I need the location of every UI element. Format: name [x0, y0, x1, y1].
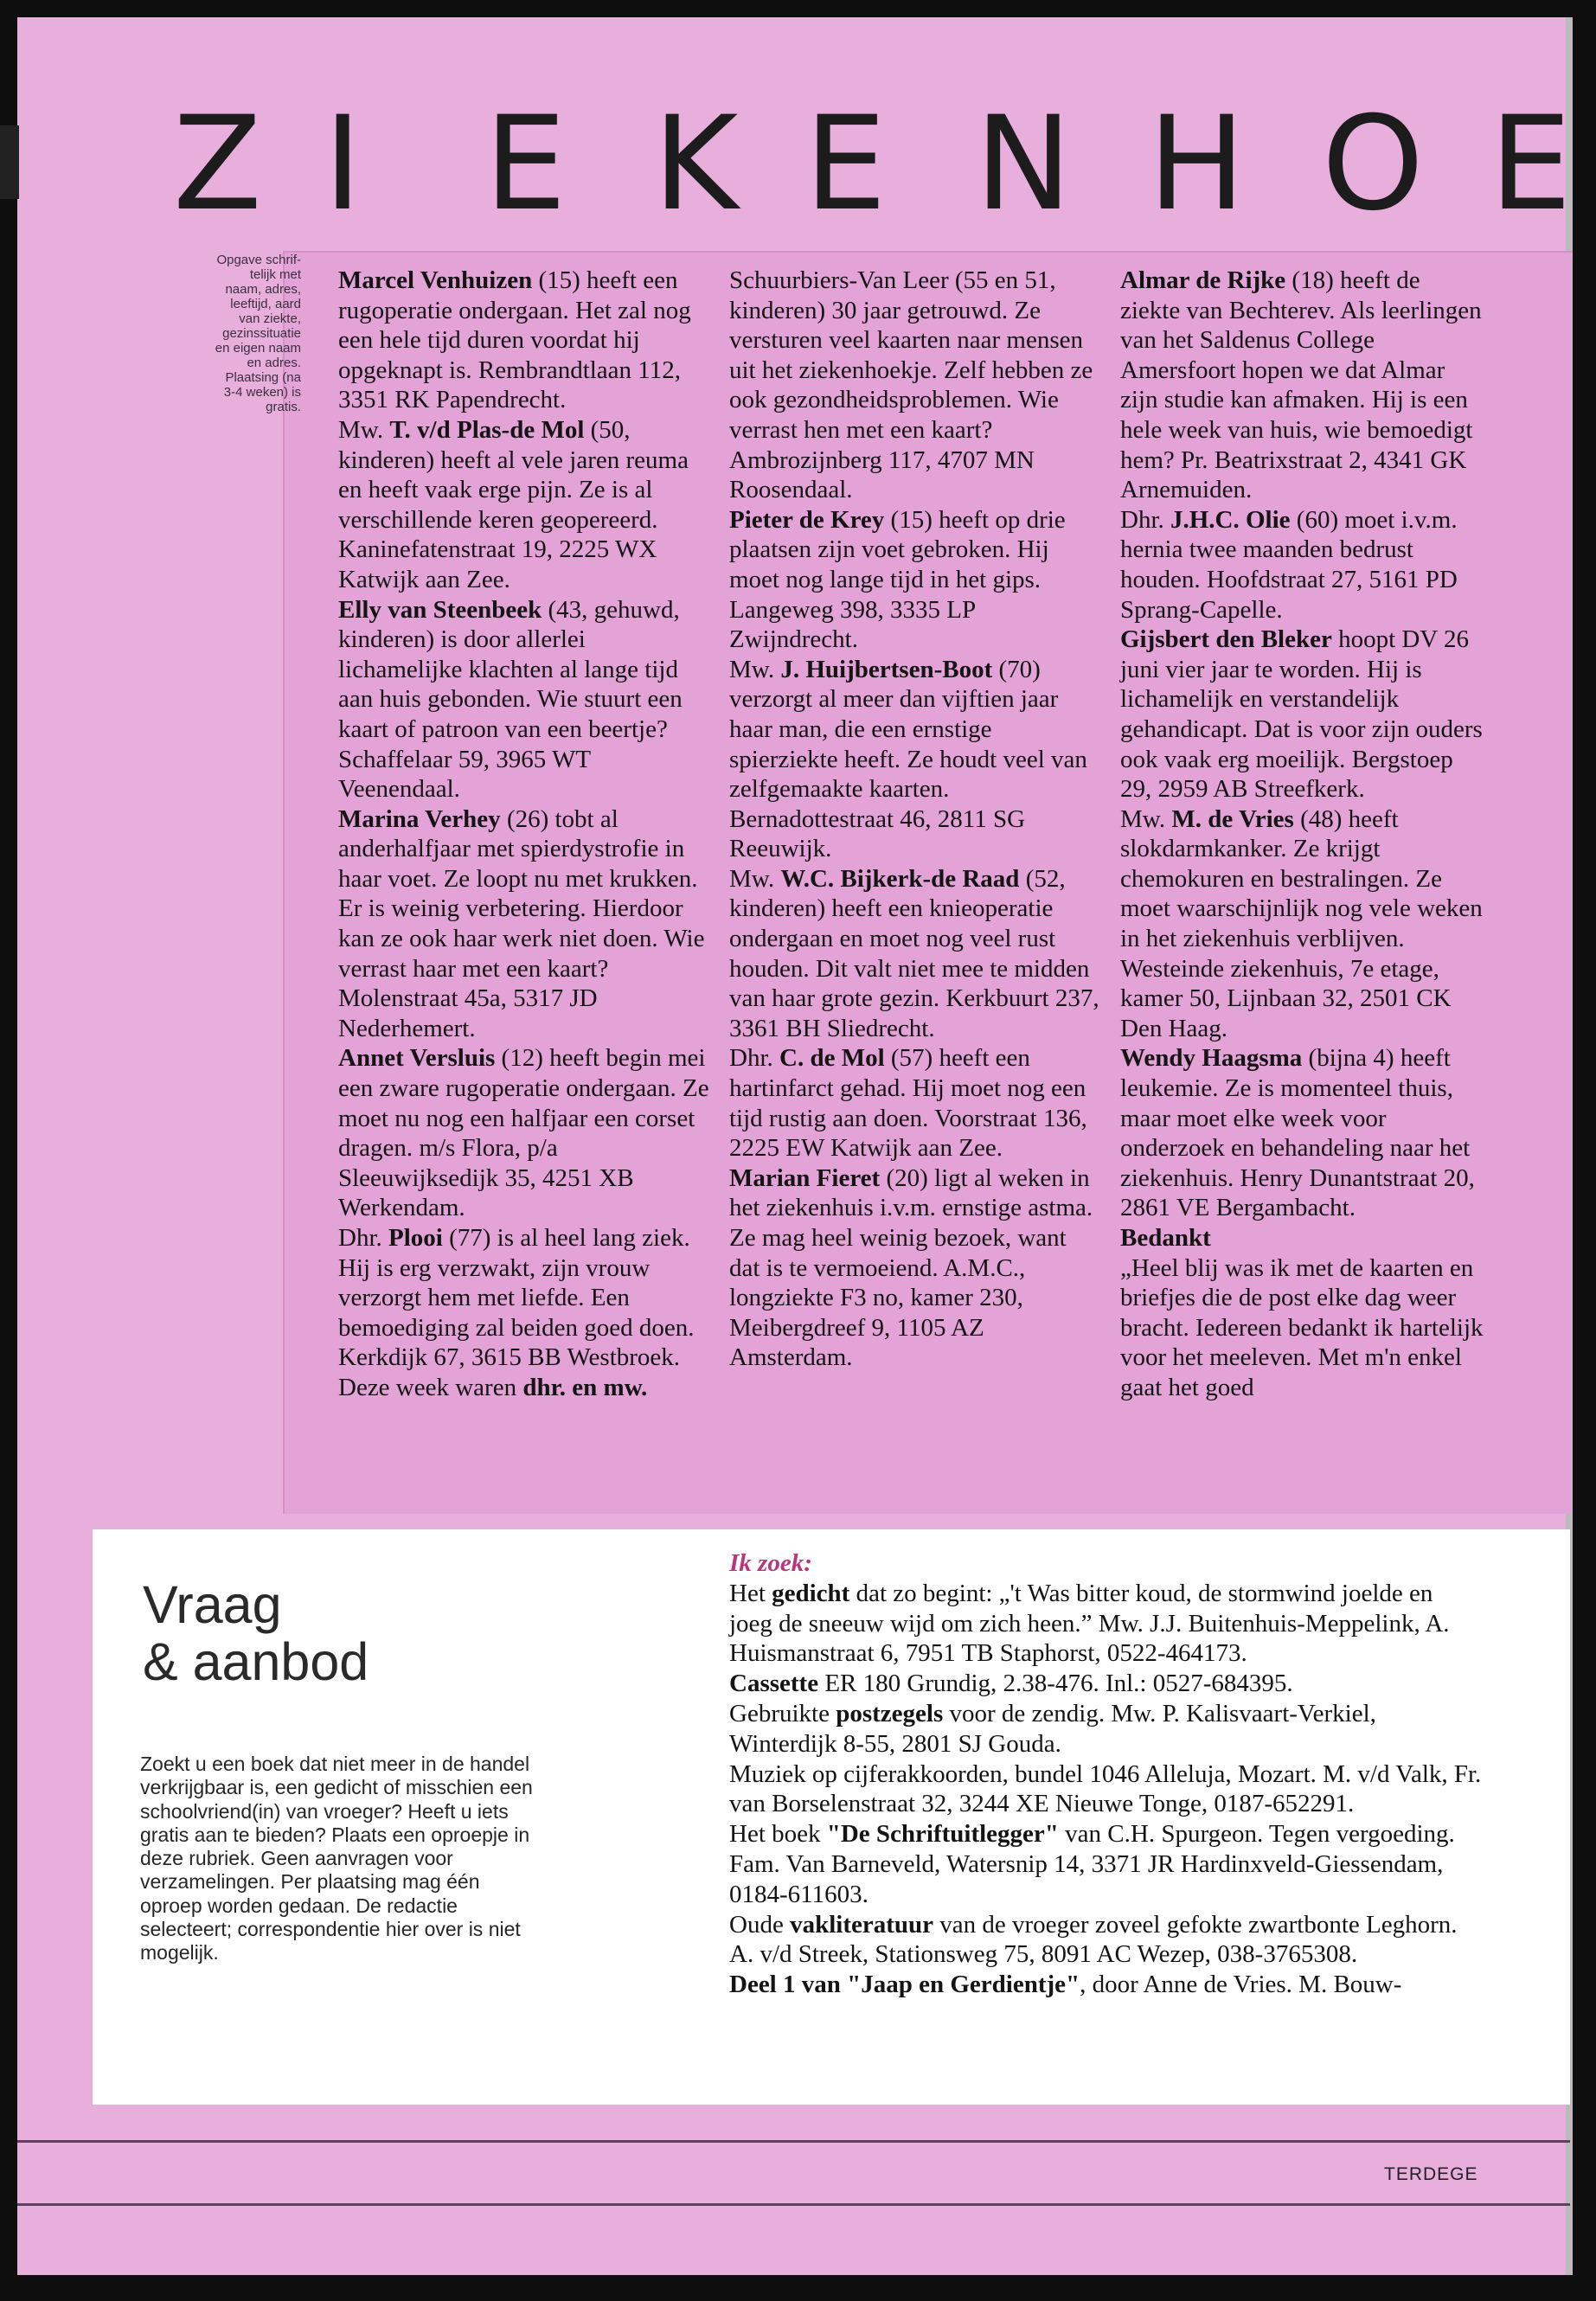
- entry-text: (26) tobt al anderhalfjaar met spierdystrofie in haar voet. Ze loopt nu met krukken. Er is weinig verbetering. Hierdoor kan ze ook haar werk niet doen. Wie verrast haar met een kaart? Molenstraat 45a, 5317 JD Nederhemert.: [338, 804, 705, 1042]
- entry-name: Pieter de Krey: [729, 505, 885, 534]
- entry-text: dat zo begint: „'t Was bitter koud, de stormwind joelde en joeg de sneeuw wijd om zich heen.” Mw. J.J. Buitenhuis-Meppelink, A. Huismanstraat 6, 7951 TB Staphorst, 0522-464173.: [729, 1579, 1450, 1668]
- entry-text: „Heel blij was ik met de kaarten en briefjes die de post elke dag weer bracht. Iedereen bedankt ik hartelijk voor het meeleven. Met m'n enkel gaat het goed: [1120, 1253, 1484, 1401]
- note-line: naam, adres,: [225, 282, 301, 297]
- entry-name: Deel 1 van "Jaap en Gerdientje": [729, 1971, 1080, 1999]
- masthead-letter: K: [653, 89, 739, 240]
- entry-text: (20) ligt al weken in het ziekenhuis i.v.m. ernstige astma. Ze mag heel weinig bezoek, want dat is te vermoeiend. A.M.C., longziekte F3 no, kamer 230, Meibergdreef 9, 1105 AZ Amsterdam.: [729, 1163, 1093, 1372]
- vraag-aanbod-listings: [729, 1548, 1482, 2000]
- entry-name: vakliteratuur: [790, 1910, 934, 1939]
- masthead-letter: Z: [173, 89, 262, 240]
- entry-text: , door Anne de Vries. M. Bouw-: [1080, 1971, 1402, 1999]
- entry-text: van de vroeger zoveel gefokte zwartbonte Leghorn. A. v/d Streek, Stationsweg 75, 8091 AC Wezep, 038-3765308.: [729, 1910, 1458, 1969]
- entry-text: van C.H. Spurgeon. Tegen vergoeding. Fam. Van Barneveld, Watersnip 14, 3371 JR Hardinxveld-Giessendam, 0184-611603.: [729, 1820, 1455, 1908]
- entry-name: Plooi: [388, 1224, 443, 1252]
- listing-entry: [729, 1669, 1482, 1699]
- announcement-entry: [338, 266, 710, 415]
- entry-prefix: Mw.: [729, 655, 781, 683]
- masthead-letter: E: [804, 89, 887, 240]
- entry-text: voor de zendig. Mw. P. Kalisvaart-Verkiel, Winterdijk 8-55, 2801 SJ Gouda.: [729, 1699, 1376, 1758]
- announcement-entry: [1120, 1043, 1484, 1223]
- entry-name: Cassette: [729, 1670, 819, 1698]
- listing-entry: [729, 1970, 1482, 2000]
- entry-prefix: Mw.: [1120, 804, 1172, 833]
- announcement-entry: [729, 864, 1101, 1044]
- note-line: Plaatsing (na: [225, 370, 301, 385]
- masthead: [0, 89, 1572, 240]
- entry-text: (48) heeft slokdarmkanker. Ze krijgt chemokuren en bestralingen. Ze moet waarschijnlijk nog vele weken in het ziekenhuis verblijven. Westeinde ziekenhuis, 7e etage, kamer 50, Lijnbaan 32, 2501 CK Den Haag.: [1120, 804, 1483, 1042]
- entry-name: Wendy Haagsma: [1120, 1044, 1303, 1073]
- announcement-entry: [1120, 625, 1484, 804]
- note-line: gezinssituatie: [222, 326, 301, 341]
- announcement-entry: [729, 1043, 1101, 1163]
- entry-text: (52, kinderen) heeft een knieoperatie ondergaan en moet nog veel rust houden. Dit valt niet mee te midden van haar grote gezin. Kerkbuurt 237, 3361 BH Sliedrecht.: [729, 864, 1099, 1042]
- entry-name: postzegels: [836, 1699, 944, 1727]
- announcement-entry: [1120, 505, 1484, 625]
- announcement-entry: [1120, 1253, 1484, 1403]
- entry-text: (57) heeft een hartinfarct gehad. Hij moet nog een tijd rustig aan doen. Voorstraat 136, 2225 EW Katwijk aan Zee.: [729, 1044, 1087, 1163]
- entry-name: Marina Verhey: [338, 804, 501, 833]
- entry-text: (77) is al heel lang ziek. Hij is erg verzwakt, zijn vrouw verzorgt hem met liefde. Een bemoediging zal beiden goed doen. Kerkdijk 67, 3615 BB Westbroek.: [338, 1224, 695, 1372]
- listing-entry: [729, 1759, 1482, 1820]
- note-line: van ziekte,: [239, 311, 301, 326]
- entry-text: (43, gehuwd, kinderen) is door allerlei lichamelijke klachten al lange tijd aan huis gebonden. Wie stuurt een kaart of patroon van een beertje? Schaffelaar 59, 3965 WT Veenendaal.: [338, 595, 683, 804]
- column-2: [729, 266, 1101, 1373]
- entry-text: (60) moet i.v.m. hernia twee maanden bedrust houden. Hoofdstraat 27, 5161 PD Sprang-Capelle.: [1120, 505, 1458, 624]
- entry-prefix: Dhr.: [1120, 505, 1170, 534]
- ik-zoek-heading: Ik zoek:: [729, 1549, 812, 1577]
- entry-text: (18) heeft de ziekte van Bechterev. Als leerlingen van het Saldenus College Amersfoort hopen we dat Almar zijn studie kan afmaken. Hij is een hele week van huis, wie bemoedigt hem? Pr. Beatrixstraat 2, 4341 GK Arnemuiden.: [1120, 266, 1482, 504]
- entry-name: J.H.C. Olie: [1170, 505, 1291, 534]
- announcement-entry: [338, 595, 710, 804]
- entry-name: Annet Versluis: [338, 1044, 496, 1073]
- entry-prefix: Dhr.: [338, 1224, 388, 1252]
- footer-rule-top: [17, 2140, 1570, 2143]
- listing-entry: [729, 1699, 1482, 1759]
- announcement-entry: [1120, 266, 1484, 505]
- note-line: Opgave schrif-: [216, 253, 301, 267]
- entry-text: (50, kinderen) heeft al vele jaren reuma en heeft vaak erge pijn. Ze is al verschillende keren geopereerd. Kaninefatenstraat 19, 2225 WX Katwijk aan Zee.: [338, 415, 689, 593]
- entry-name: W.C. Bijkerk-de Raad: [780, 864, 1020, 893]
- entry-text: (15) heeft op drie plaatsen zijn voet gebroken. Hij moet nog lange tijd in het gips. Langeweg 398, 3335 LP Zwijndrecht.: [729, 505, 1066, 654]
- listing-entry: [729, 1579, 1482, 1669]
- title-line-1: Vraag: [143, 1575, 282, 1634]
- entry-name: Almar de Rijke: [1120, 266, 1286, 294]
- entry-prefix: Mw.: [729, 864, 781, 893]
- note-line: en eigen naam: [215, 341, 301, 356]
- note-line: leeftijd, aard: [230, 297, 301, 311]
- entry-name: Bedankt: [1120, 1224, 1211, 1252]
- entry-name: C. de Mol: [779, 1044, 885, 1073]
- announcement-entry: [729, 1163, 1101, 1373]
- entry-text: (12) heeft begin mei een zware rugoperatie ondergaan. Ze moet nu nog een halfjaar een corset dragen. m/s Flora, p/a Sleeuwijksedijk 35, 4251 XB Werkendam.: [338, 1044, 709, 1222]
- entry-name: Marcel Venhuizen: [338, 266, 533, 294]
- entry-name: M. de Vries: [1171, 804, 1294, 833]
- masthead-letter: I: [324, 89, 362, 240]
- entry-name: dhr. en mw.: [522, 1373, 648, 1401]
- entry-name: Gijsbert den Bleker: [1120, 625, 1332, 654]
- entry-name: Marian Fieret: [729, 1163, 881, 1192]
- entry-prefix: Deze week waren: [338, 1373, 523, 1401]
- announcement-entry: [1120, 1223, 1484, 1253]
- announcement-entry: [338, 1223, 710, 1373]
- listing-entry: [729, 1910, 1482, 1971]
- announcement-entry: [729, 655, 1101, 864]
- entry-text: (bijna 4) heeft leukemie. Ze is momenteel thuis, maar moet elke week voor onderzoek en behandeling naar het ziekenhuis. Henry Dunantstraat 20, 2861 VE Bergambacht.: [1120, 1044, 1475, 1222]
- announcement-entry: [338, 1373, 710, 1403]
- entry-text: (15) heeft een rugoperatie ondergaan. Het zal nog een hele tijd duren voordat hij opgeknapt is. Rembrandtlaan 112, 3351 RK Papendrecht.: [338, 266, 691, 414]
- entry-prefix: Oude: [729, 1910, 791, 1939]
- entry-text: (70) verzorgt al meer dan vijftien jaar haar man, die een ernstige spierziekte heeft. Ze houdt veel van zelfgemaakte kaarten. Bernadottestraat 46, 2811 SG Reeuwijk.: [729, 655, 1087, 863]
- vraag-aanbod-description: Zoekt u een boek dat niet meer in de handel verkrijgbaar is, een gedicht of misschien een schoolvriend(in) van vroeger? Heeft u iets gratis aan te bieden? Plaats een oproepje in deze rubriek. Geen aanvragen voor verzamelingen. Per plaatsing mag één oproep worden gedaan. De redactie selecteert; correspondentie hier over is niet mogelijk.: [140, 1753, 533, 1965]
- column-3: [1120, 266, 1484, 1403]
- footer-brand: TERDEGE: [1384, 2164, 1478, 2184]
- announcement-entry: [338, 1043, 710, 1223]
- entry-text: ER 180 Grundig, 2.38-476. Inl.: 0527-684395.: [818, 1670, 1293, 1698]
- announcement-entry: [729, 505, 1101, 655]
- entry-text: Schuurbiers-Van Leer (55 en 51, kinderen) 30 jaar getrouwd. Ze versturen veel kaarten naar mensen uit het ziekenhoekje. Zelf hebben ze ook gezondheidsproblemen. Wie verrast hen met een kaart? Ambrozijnberg 117, 4707 MN Roosendaal.: [729, 266, 1093, 504]
- masthead-letter: E: [1490, 89, 1572, 240]
- entry-text: Muziek op cijferakkoorden, bundel 1046 Alleluja, Mozart. M. v/d Valk, Fr. van Borselenstraat 32, 3244 XE Nieuwe Tonge, 0187-652291.: [729, 1759, 1482, 1818]
- note-line: 3-4 weken) is: [223, 385, 301, 400]
- entry-name: J. Huijbertsen-Boot: [780, 655, 993, 683]
- entry-prefix: Dhr.: [729, 1044, 779, 1073]
- entry-name: "De Schriftuitlegger": [826, 1820, 1059, 1849]
- masthead-letter: O: [1322, 89, 1425, 240]
- submission-note: [121, 253, 301, 414]
- masthead-letter: N: [975, 89, 1073, 240]
- listing-items: [729, 1579, 1482, 2000]
- entry-name: Elly van Steenbeek: [338, 595, 542, 624]
- masthead-letter: E: [484, 89, 567, 240]
- note-line: en adres.: [247, 356, 301, 370]
- listing-entry: [729, 1819, 1482, 1909]
- announcement-entry: [1120, 804, 1484, 1044]
- entry-name: T. v/d Plas-de Mol: [389, 415, 585, 444]
- vraag-aanbod-title: [143, 1576, 369, 1690]
- entry-prefix: Gebruikte: [729, 1699, 836, 1727]
- announcement-entry: [338, 804, 710, 1044]
- masthead-edge-mark: [0, 125, 19, 199]
- entry-prefix: Mw.: [338, 415, 390, 444]
- announcement-entry: [338, 415, 710, 595]
- column-1: [338, 266, 710, 1403]
- announcement-entry: [729, 266, 1101, 505]
- footer-rule-bottom: [17, 2203, 1570, 2206]
- note-line: gratis.: [266, 400, 301, 414]
- entry-prefix: Het: [729, 1579, 772, 1607]
- note-line: telijk met: [249, 267, 301, 282]
- entry-text: hoopt DV 26 juni vier jaar te worden. Hij is lichamelijk en verstandelijk gehandicapt. Dat is voor zijn ouders ook vaak erg moeilijk. Bergstoep 29, 2959 AB Streefkerk.: [1120, 625, 1483, 804]
- entry-name: gedicht: [772, 1579, 850, 1607]
- title-line-2: & aanbod: [143, 1632, 369, 1691]
- entry-prefix: Het boek: [729, 1820, 827, 1849]
- masthead-letter: H: [1148, 89, 1246, 240]
